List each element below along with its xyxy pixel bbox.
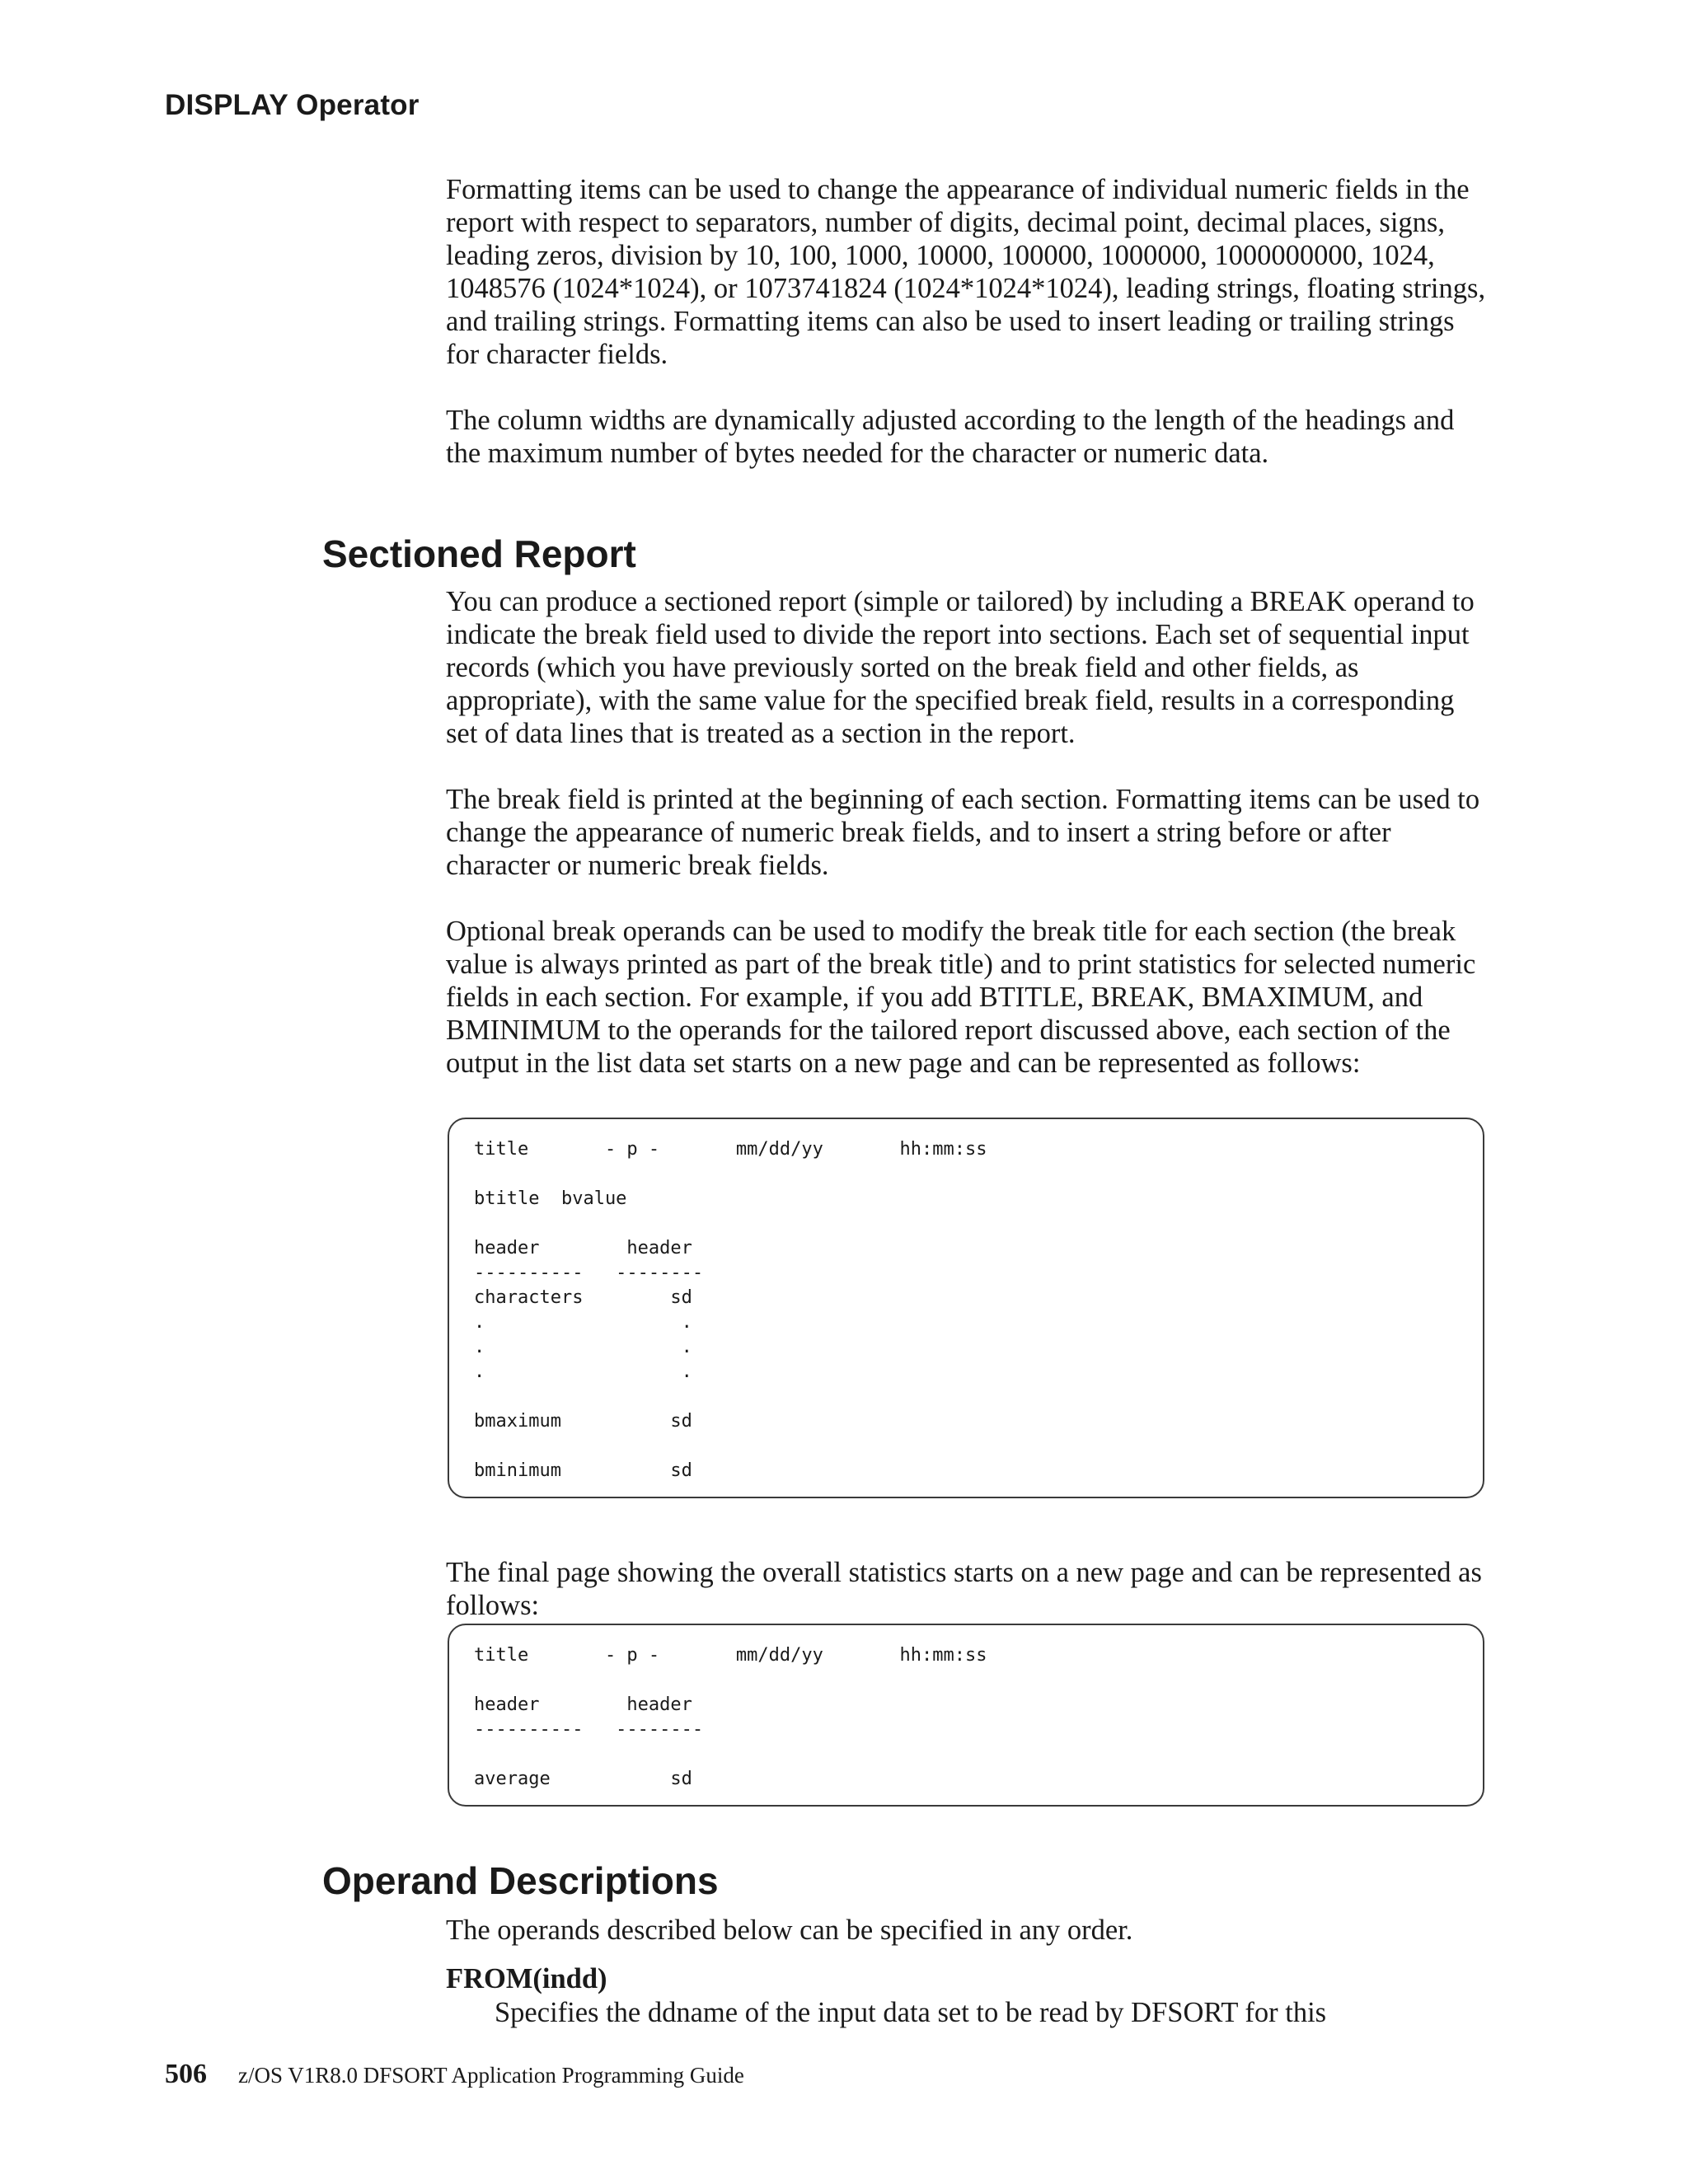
example-line: title - p - mm/dd/yy hh:mm:ss <box>474 1139 987 1160</box>
section-heading-operand-descriptions: Operand Descriptions <box>322 1859 719 1902</box>
example-box-section-page <box>448 1118 1484 1498</box>
page-number: 506 <box>165 2059 207 2089</box>
sectioned-paragraph-2: The break field is printed at the beginning of each section. Formatting items can be used to change the appearance of numeric break fields, and to insert a string before or after character or numeric break fields. <box>446 784 1480 881</box>
example-line: title - p - mm/dd/yy hh:mm:ss <box>474 1645 987 1666</box>
example-line: bmaximum sd <box>474 1411 692 1432</box>
example-line: . . <box>474 1337 692 1357</box>
example-line: ---------- -------- <box>474 1263 704 1283</box>
example-line: ---------- -------- <box>474 1719 704 1740</box>
sectioned-paragraph-4: The final page showing the overall statistics starts on a new page and can be represented as follows: <box>446 1557 1482 1621</box>
example-line: average sd <box>474 1769 692 1789</box>
page-footer <box>165 2059 744 2090</box>
example-line: . . <box>474 1312 692 1333</box>
example-box-final-page <box>448 1624 1484 1807</box>
sectioned-paragraph-1: You can produce a sectioned report (simple or tailored) by including a BREAK operand to indicate the break field used to divide the report into sections. Each set of sequential input records (which you have previously sorted on the break field and other fields, as appropriate), with the same value for the specified break field, results in a corresponding set of data lines that is treated as a section in the report. <box>446 586 1475 749</box>
sectioned-paragraph-3: Optional break operands can be used to modify the break title for each section (the break value is always printed as part of the break title) and to print statistics for selected numeric fields in each section. For example, if you add BTITLE, BREAK, BMAXIMUM, and BMINIMUM to the operands for the tailored report discussed above, each section of the output in the list data set starts on a new page and can be represented as follows: <box>446 916 1476 1079</box>
operand-term: FROM(indd) <box>446 1963 607 1994</box>
example-line: bminimum sd <box>474 1460 692 1481</box>
intro-paragraph-2: The column widths are dynamically adjusted according to the length of the headings and the maximum number of bytes needed for the character or numeric data. <box>446 405 1455 469</box>
section-heading-sectioned-report: Sectioned Report <box>322 532 636 575</box>
example-line: characters sd <box>474 1287 692 1308</box>
example-line: . . <box>474 1361 692 1382</box>
book-title: z/OS V1R8.0 DFSORT Application Programming Guide <box>238 2063 744 2088</box>
running-head: DISPLAY Operator <box>165 89 420 121</box>
example-line: header header <box>474 1238 692 1258</box>
operand-term-description: Specifies the ddname of the input data set to be read by DFSORT for this <box>495 1997 1327 2028</box>
example-line: header header <box>474 1694 692 1715</box>
example-line: btitle bvalue <box>474 1188 627 1209</box>
intro-paragraph-1: Formatting items can be used to change the appearance of individual numeric fields in the report with respect to separators, number of digits, decimal point, decimal places, signs, leading zeros, division by 10, 100, 1000, 10000, 100000, 1000000, 1000000000, 1024, 1048576 (1024*1024), or 1073741824 (1024*1024*1024), leading strings, floating strings, and trailing strings. Formatting items can also be used to insert leading or trailing strings for character fields. <box>446 174 1486 370</box>
operand-intro: The operands described below can be specified in any order. <box>446 1915 1133 1946</box>
